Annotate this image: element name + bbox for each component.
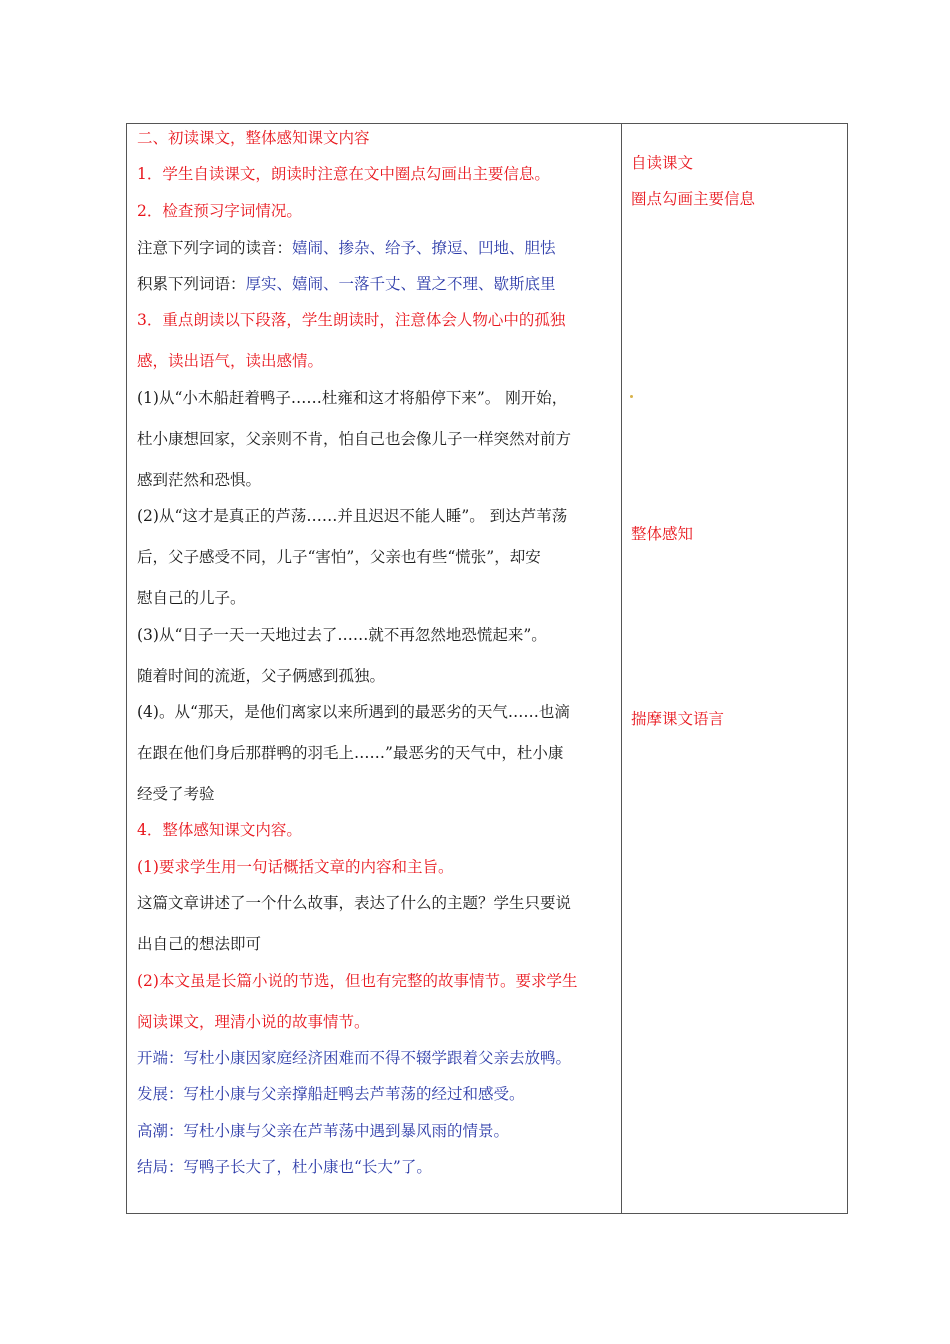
passage-3-line-2: 随着时间的流逝，父子俩感到孤独。 (137, 667, 386, 685)
note-annotate: 圈点勾画主要信息 (631, 190, 756, 208)
plot-climax: 高潮：写杜小康与父亲在芦苇荡中遇到暴风雨的情景。 (137, 1122, 510, 1140)
vocabulary-line (137, 274, 556, 294)
step-3-line-2: 感，读出语气，读出感情。 (137, 352, 324, 370)
passage-1-line-2: 杜小康想回家，父亲则不肯，怕自己也会像儿子一样突然对前方 (137, 430, 572, 448)
step-4-question-line-1: 这篇文章讲述了一个什么故事，表达了什么的主题？学生只要说 (137, 894, 572, 912)
pronunciation-words: 嬉闹、掺杂、给予、撩逗、凹地、胆怯 (292, 239, 556, 257)
passage-4-line-3: 经受了考验 (137, 785, 215, 803)
vocabulary-words: 厚实、嬉闹、一落千丈、置之不理、歇斯底里 (245, 275, 556, 293)
section-heading: 二、初读课文，整体感知课文内容 (137, 129, 370, 147)
note-self-reading: 自读课文 (631, 154, 694, 172)
step-3-line-1: 3．重点朗读以下段落，学生朗读时，注意体会人物心中的孤独 (137, 311, 566, 329)
step-4-item-2-line-1: (2)本文虽是长篇小说的节选，但也有完整的故事情节。要求学生 (137, 972, 578, 990)
stray-mark (630, 395, 633, 398)
passage-4-line-2: 在跟在他们身后那群鸭的羽毛上……”最恶劣的天气中，杜小康 (137, 744, 564, 762)
passage-1-line-3: 感到茫然和恐惧。 (137, 471, 262, 489)
pronunciation-line (137, 238, 556, 258)
note-language-study: 揣摩课文语言 (631, 710, 725, 728)
step-4-item-2-line-2: 阅读课文，理清小说的故事情节。 (137, 1013, 370, 1031)
note-overall-perception: 整体感知 (631, 525, 694, 543)
passage-2-line-1: (2)从“这才是真正的芦荡……并且迟迟不能人睡”。 到达芦苇荡 (137, 507, 568, 525)
plot-resolution: 结局：写鸭子长大了，杜小康也“长大”了。 (137, 1158, 432, 1176)
pronunciation-label: 注意下列字词的读音： (137, 239, 293, 257)
passage-2-line-2: 后，父子感受不同，儿子“害怕”，父亲也有些“慌张”，却安 (137, 548, 541, 566)
step-4-item-1: (1)要求学生用一句话概括文章的内容和主旨。 (137, 858, 454, 876)
passage-3-line-1: (3)从“日子一天一天地过去了……就不再忽然地恐慌起来”。 (137, 626, 547, 644)
plot-development: 发展：写杜小康与父亲撑船赶鸭去芦苇荡的经过和感受。 (137, 1085, 525, 1103)
lesson-table (126, 123, 848, 1214)
step-1: 1．学生自读课文，朗读时注意在文中圈点勾画出主要信息。 (137, 165, 550, 183)
step-4-question-line-2: 出自己的想法即可 (137, 935, 262, 953)
plot-exposition: 开端：写杜小康因家庭经济困难而不得不辍学跟着父亲去放鸭。 (137, 1049, 572, 1067)
step-2: 2．检查预习字词情况。 (137, 202, 302, 220)
passage-4-line-1: (4)。从“那天，是他们离家以来所遇到的最恶劣的天气……也滴 (137, 703, 570, 721)
step-4: 4．整体感知课文内容。 (137, 821, 302, 839)
column-divider (621, 124, 622, 1213)
passage-2-line-3: 慰自己的儿子。 (137, 589, 246, 607)
vocabulary-label: 积累下列词语： (137, 275, 246, 293)
passage-1-line-1: (1)从“小木船赶着鸭子……杜雍和这才将船停下来”。 刚开始， (137, 389, 568, 407)
